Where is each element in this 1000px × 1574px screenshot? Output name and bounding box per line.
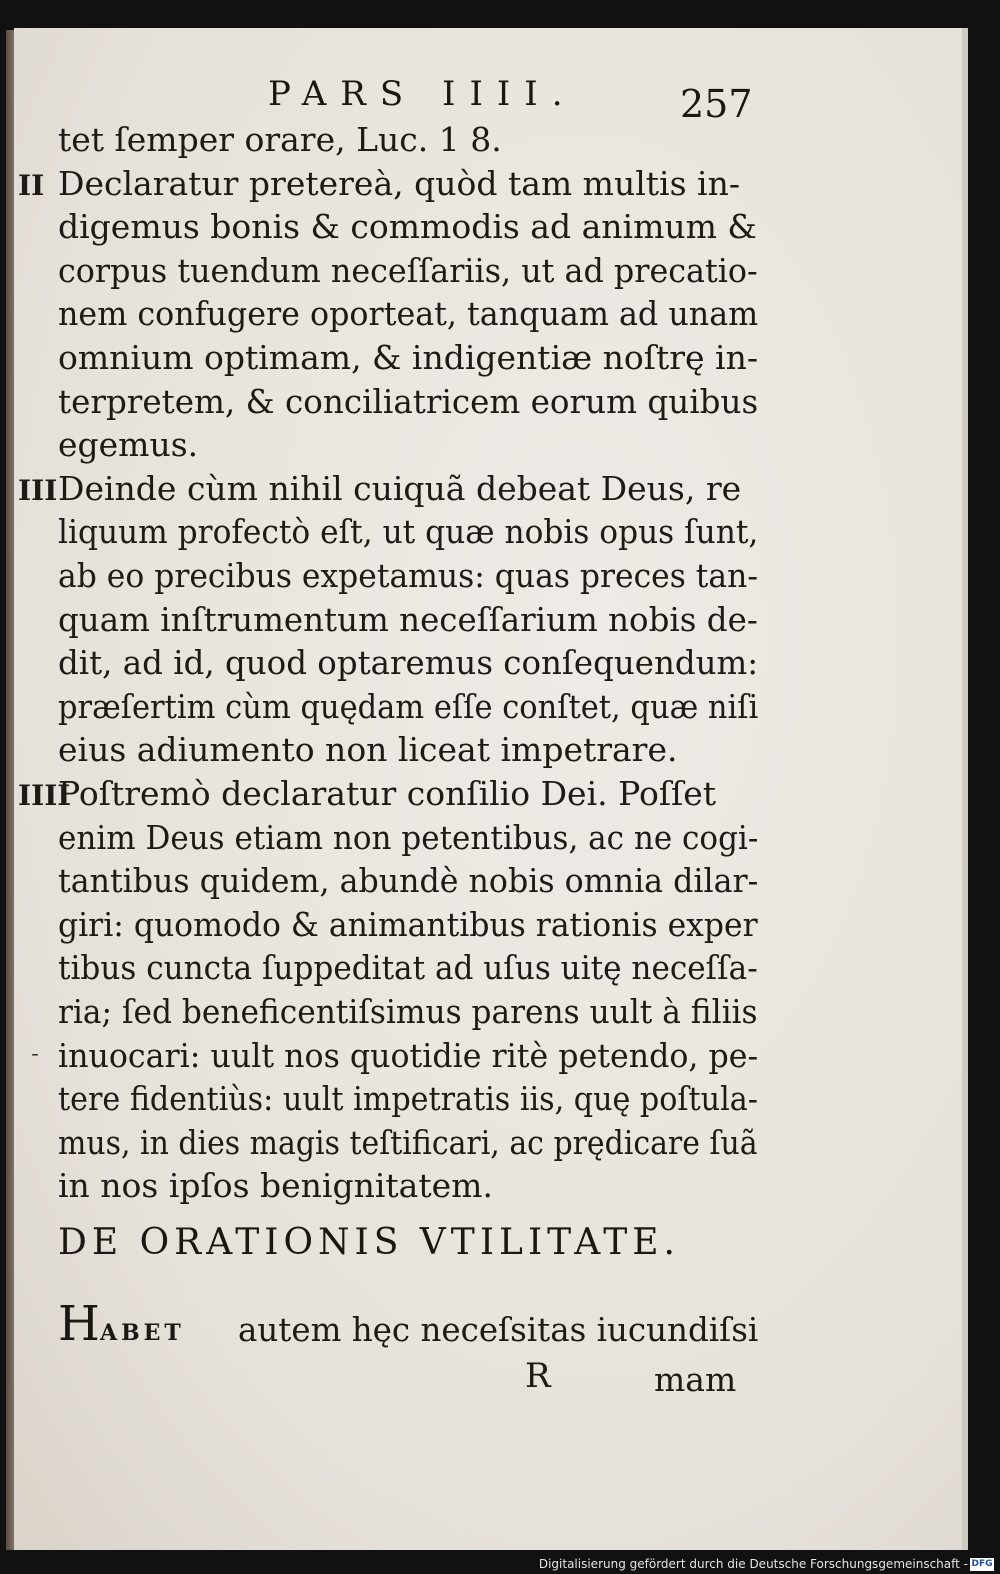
text-line: egemus. [58,425,199,465]
text-line: quam inſtrumentum neceſſarium nobis de- [58,599,758,639]
text-line: Declaratur pretereà, quòd tam multis in- [58,163,740,203]
text-line: tibus cuncta ſuppeditat ad uſus uitę neceſſa- [58,948,758,988]
text-line: enim Deus etiam non petentibus, ac ne cogi- [58,817,759,857]
text-line: in nos ipſos benignitatem. [58,1166,493,1206]
text-line: omnium optimam, & indigentiæ noſtrę in- [58,338,758,377]
text-line: liquum profectò eſt, ut quæ nobis opus ſunt, [58,512,759,552]
catchword: mam [654,1360,737,1399]
section-first-line: autem hęc neceſsitas iucundiſsi [238,1310,759,1349]
running-title: PARS IIII. [268,74,577,114]
text-line: corpus tuendum neceſſariis, ut ad precatio- [58,250,758,290]
paragraph-number: II [18,168,45,202]
drop-cap: H [58,1296,100,1352]
text-line: eius adiumento non liceat impetrare. [58,730,678,770]
paragraph-number: IIII [18,779,71,812]
signature-mark: R [525,1356,551,1396]
text-line: tet ſemper orare, Luc. 1 8. [58,120,502,159]
text-line: mus, in dies magis teſtificari, ac prędicare ſuã [58,1122,758,1162]
text-line: digemus bonis & commodis ad animum & [58,207,757,247]
text-line: giri: quomodo & animantibus rationis exper [58,904,758,944]
dfg-logo: DFG [971,1559,993,1569]
text-line: inuocari: uult nos quotidie ritè petendo, pe- [58,1035,759,1075]
text-line: ria; ſed beneficentiſsimus parens uult à filiis [58,992,758,1031]
text-line: dit, ad id, quod optaremus conſequendum: [58,643,759,683]
text-line: præſertim cùm quędam eſſe conſtet, quæ niſi [58,686,759,726]
text-line: Poſtremò declaratur conſilio Dei. Poſſet [58,774,717,813]
text-line: nem confugere oporteat, tanquam ad unam [58,294,759,334]
digitization-credit: Digitalisierung gefördert durch die Deutsche Forschungsgemeinschaft - [538,1557,968,1571]
page-number: 257 [680,82,753,126]
text-line: tantibus quidem, abundè nobis omnia dilar- [58,861,759,901]
margin-annotation-mark: ˉ [30,1050,40,1074]
text-line: terpretem, & conciliatricem eorum quibus [58,381,759,421]
text-line: tere fidentiùs: uult impetratis iis, quę poſtula- [58,1079,758,1119]
text-line: ab eo precibus expetamus: quas preces tan- [58,556,758,595]
section-heading: DE ORATIONIS VTILITATE. [58,1222,680,1263]
paragraph-number: III [18,473,58,507]
text-line: Deinde cùm nihil cuiquã debeat Deus, re [58,468,742,508]
footer-bar [0,1554,1000,1574]
small-caps-word: ABET [100,1320,185,1346]
